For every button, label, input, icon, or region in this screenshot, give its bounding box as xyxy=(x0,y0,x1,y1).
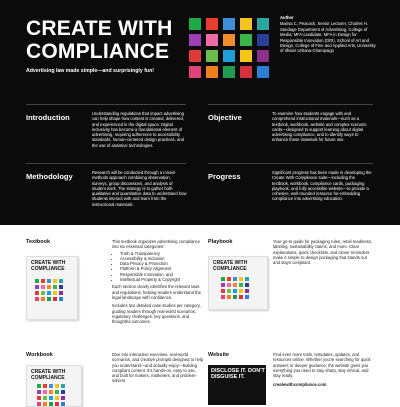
cover-square xyxy=(245,283,249,287)
cover-square xyxy=(221,295,225,299)
list-item: • Truth & Transparency xyxy=(120,251,204,256)
cover-square xyxy=(37,402,41,406)
cover-square xyxy=(35,297,39,301)
list-item: • Responsible Innovation, and xyxy=(120,272,204,277)
color-square xyxy=(223,50,235,62)
cover-square xyxy=(49,402,53,406)
cover-square xyxy=(55,390,59,394)
cover-square xyxy=(245,295,249,299)
color-square xyxy=(223,66,235,78)
cover-square xyxy=(43,402,47,406)
cover-square xyxy=(59,291,63,295)
color-grid-logo xyxy=(189,18,273,80)
playbook-heading: Playbook xyxy=(208,239,233,245)
textbook-cover: CREATE WITH COMPLIANCE xyxy=(26,256,78,320)
cover-square xyxy=(37,384,41,388)
cover-square xyxy=(221,277,225,281)
color-square xyxy=(240,50,252,62)
cover-square xyxy=(43,390,47,394)
textbook-text: This textbook organizes advertising compliance into six essential categories: • Truth & Transparency • Accessibility & Inclusion • Data Privacy & Protection • Platform & Policy Alignment • Responsible Innovation, and • Intellectual Property & Copyright Each section clearly identifies the relevant laws and regulations, helping readers understand the legal landscape with confidence. Includes two detailed case studies per category, guiding readers through real-world scenarios, regulatory challenges, key questions, and thoughtful outcomes. xyxy=(112,239,204,324)
cover-square xyxy=(53,291,57,295)
color-square xyxy=(240,66,252,78)
author-block xyxy=(280,15,380,54)
page-title: CREATE WITH COMPLIANCE xyxy=(26,17,173,63)
cover-square xyxy=(55,396,59,400)
workbook-text: Dive into interactive exercises, real-world scenarios, and creative prompts designed to help you understand—and actually enjoy—building compliant content. It's hands-on, easy to use, and built for makers, marketers, and problem-solvers. xyxy=(112,352,204,384)
cover-square xyxy=(59,285,63,289)
cover-square xyxy=(43,384,47,388)
list-item: • Platform & Policy Alignment xyxy=(120,266,204,271)
cover-square xyxy=(53,285,57,289)
workbook-heading: Workbook xyxy=(26,352,53,358)
cover-square xyxy=(47,279,51,283)
color-square xyxy=(240,34,252,46)
playbook-text: Your go-to guide for packaging rules, retail readiness, labeling, sustainability claims, and more. Clear explanations, quick checklists, and clever reminders make it simple to design packaging that stands out and stays compliant. xyxy=(273,239,373,266)
cover-square xyxy=(233,289,237,293)
cover-square xyxy=(59,279,63,283)
website-text: Find even more tools, templates, updates, and resources online. Whether you're searching for quick answers or deeper guidance, the website gives you everything you need to stay sharp, stay ethical, and stay ready. createwithcompliance.com xyxy=(273,352,373,388)
divider xyxy=(26,163,186,164)
author-text: Marisa C. Peacock, Senior Lecturer, Charles H. Sandage Department of Advertising, College of Media; MFA candidate, MFA in Design for Responsible Innovation (DRI), School of Art and Design, College of Fine and Applied Arts, University of Illinois Urbana-Champaign xyxy=(280,21,376,54)
cover-square xyxy=(47,297,51,301)
color-square xyxy=(206,66,218,78)
cover-square xyxy=(59,297,63,301)
color-square xyxy=(189,18,201,30)
color-square xyxy=(240,18,252,30)
divider xyxy=(26,104,186,105)
cover-square xyxy=(61,390,65,394)
objective-heading: Objective xyxy=(208,113,242,122)
cover-square xyxy=(233,283,237,287)
color-square xyxy=(223,18,235,30)
methodology-heading: Methodology xyxy=(26,172,73,181)
color-square xyxy=(206,18,218,30)
introduction-heading: Introduction xyxy=(26,113,70,122)
list-item: • Accessibility & Inclusion xyxy=(120,256,204,261)
cover-square xyxy=(233,277,237,281)
cover-square xyxy=(233,295,237,299)
color-square xyxy=(189,50,201,62)
cover-square xyxy=(239,289,243,293)
cover-square xyxy=(41,279,45,283)
cover-square xyxy=(55,402,59,406)
author-heading: Author xyxy=(280,15,294,20)
color-square xyxy=(257,66,269,78)
cover-square xyxy=(61,402,65,406)
color-square xyxy=(257,18,269,30)
workbook-cover: CREATE WITH COMPLIANCE xyxy=(26,365,82,407)
cover-square xyxy=(37,396,41,400)
progress-text: Significant progress has been made in developing the Create With Compliance suite—including the textbook, workbook, compliance cards, packaging playbook, and fully accessible website—to provide a cohesive, well-rounded resource for embedding compliance into advertising education. xyxy=(272,170,372,202)
textbook-heading: Textbook xyxy=(26,239,51,245)
website-screenshot: DISCLOSE IT. DON'T DISGUISE IT. xyxy=(208,365,266,405)
cover-square xyxy=(47,285,51,289)
cover-square xyxy=(245,277,249,281)
cover-square xyxy=(61,396,65,400)
website-heading: Website xyxy=(208,352,229,358)
color-square xyxy=(189,66,201,78)
cover-square xyxy=(227,289,231,293)
list-item: • Intellectual Property & Copyright xyxy=(120,277,204,282)
cover-square xyxy=(41,285,45,289)
website-url[interactable]: createwithcompliance.com xyxy=(273,382,327,388)
cover-square xyxy=(221,283,225,287)
cover-square xyxy=(221,289,225,293)
divider xyxy=(208,163,373,164)
cover-square xyxy=(53,297,57,301)
cover-square xyxy=(227,283,231,287)
cover-square xyxy=(239,295,243,299)
tagline: Advertising law made simple—and surprisingly fun! xyxy=(26,68,154,74)
color-square xyxy=(206,50,218,62)
progress-heading: Progress xyxy=(208,172,241,181)
cover-square xyxy=(227,295,231,299)
cover-square xyxy=(49,396,53,400)
objective-text: To examine how students engage with and comprehend instructional materials—such as a textbook, workbook, website and complex scenario cards—designed to support learning about digital advertising compliance, and to identify ways to enhance these materials for future use. xyxy=(272,111,367,143)
cover-square xyxy=(227,277,231,281)
cover-square xyxy=(53,279,57,283)
cover-square xyxy=(37,390,41,394)
cover-square xyxy=(61,384,65,388)
materials-section xyxy=(0,225,400,400)
color-square xyxy=(257,50,269,62)
color-square xyxy=(189,34,201,46)
cover-square xyxy=(35,285,39,289)
cover-square xyxy=(239,277,243,281)
cover-square xyxy=(239,283,243,287)
playbook-cover: CREATE WITH COMPLIANCE xyxy=(208,256,268,310)
cover-square xyxy=(41,291,45,295)
cover-square xyxy=(43,396,47,400)
cover-square xyxy=(55,384,59,388)
cover-square xyxy=(35,279,39,283)
textbook-categories xyxy=(112,251,204,283)
cover-square xyxy=(245,289,249,293)
introduction-text: Understanding regulations that impact advertising can help shape how content is created, delivered, and experienced in the digital space. Digital inclusivity has become a foundational element of advertising, requiring adherence to accessibility standards, human-centered design practices, and the use of assistive technologies. xyxy=(92,111,184,148)
list-item: • Data Privacy & Protection xyxy=(120,261,204,266)
cover-square xyxy=(47,291,51,295)
color-square xyxy=(206,34,218,46)
divider xyxy=(208,104,373,105)
methodology-text: Research will be conducted through a mixed-methods approach combining observation, surveys, group discussions, and analysis of student work. The strategy is to gather both qualitative and quantitative data to understand how students interact with and learn from the instructional materials. xyxy=(92,170,187,207)
cover-square xyxy=(35,291,39,295)
cover-square xyxy=(41,297,45,301)
cover-square xyxy=(49,390,53,394)
color-square xyxy=(257,34,269,46)
color-square xyxy=(223,34,235,46)
cover-square xyxy=(49,384,53,388)
